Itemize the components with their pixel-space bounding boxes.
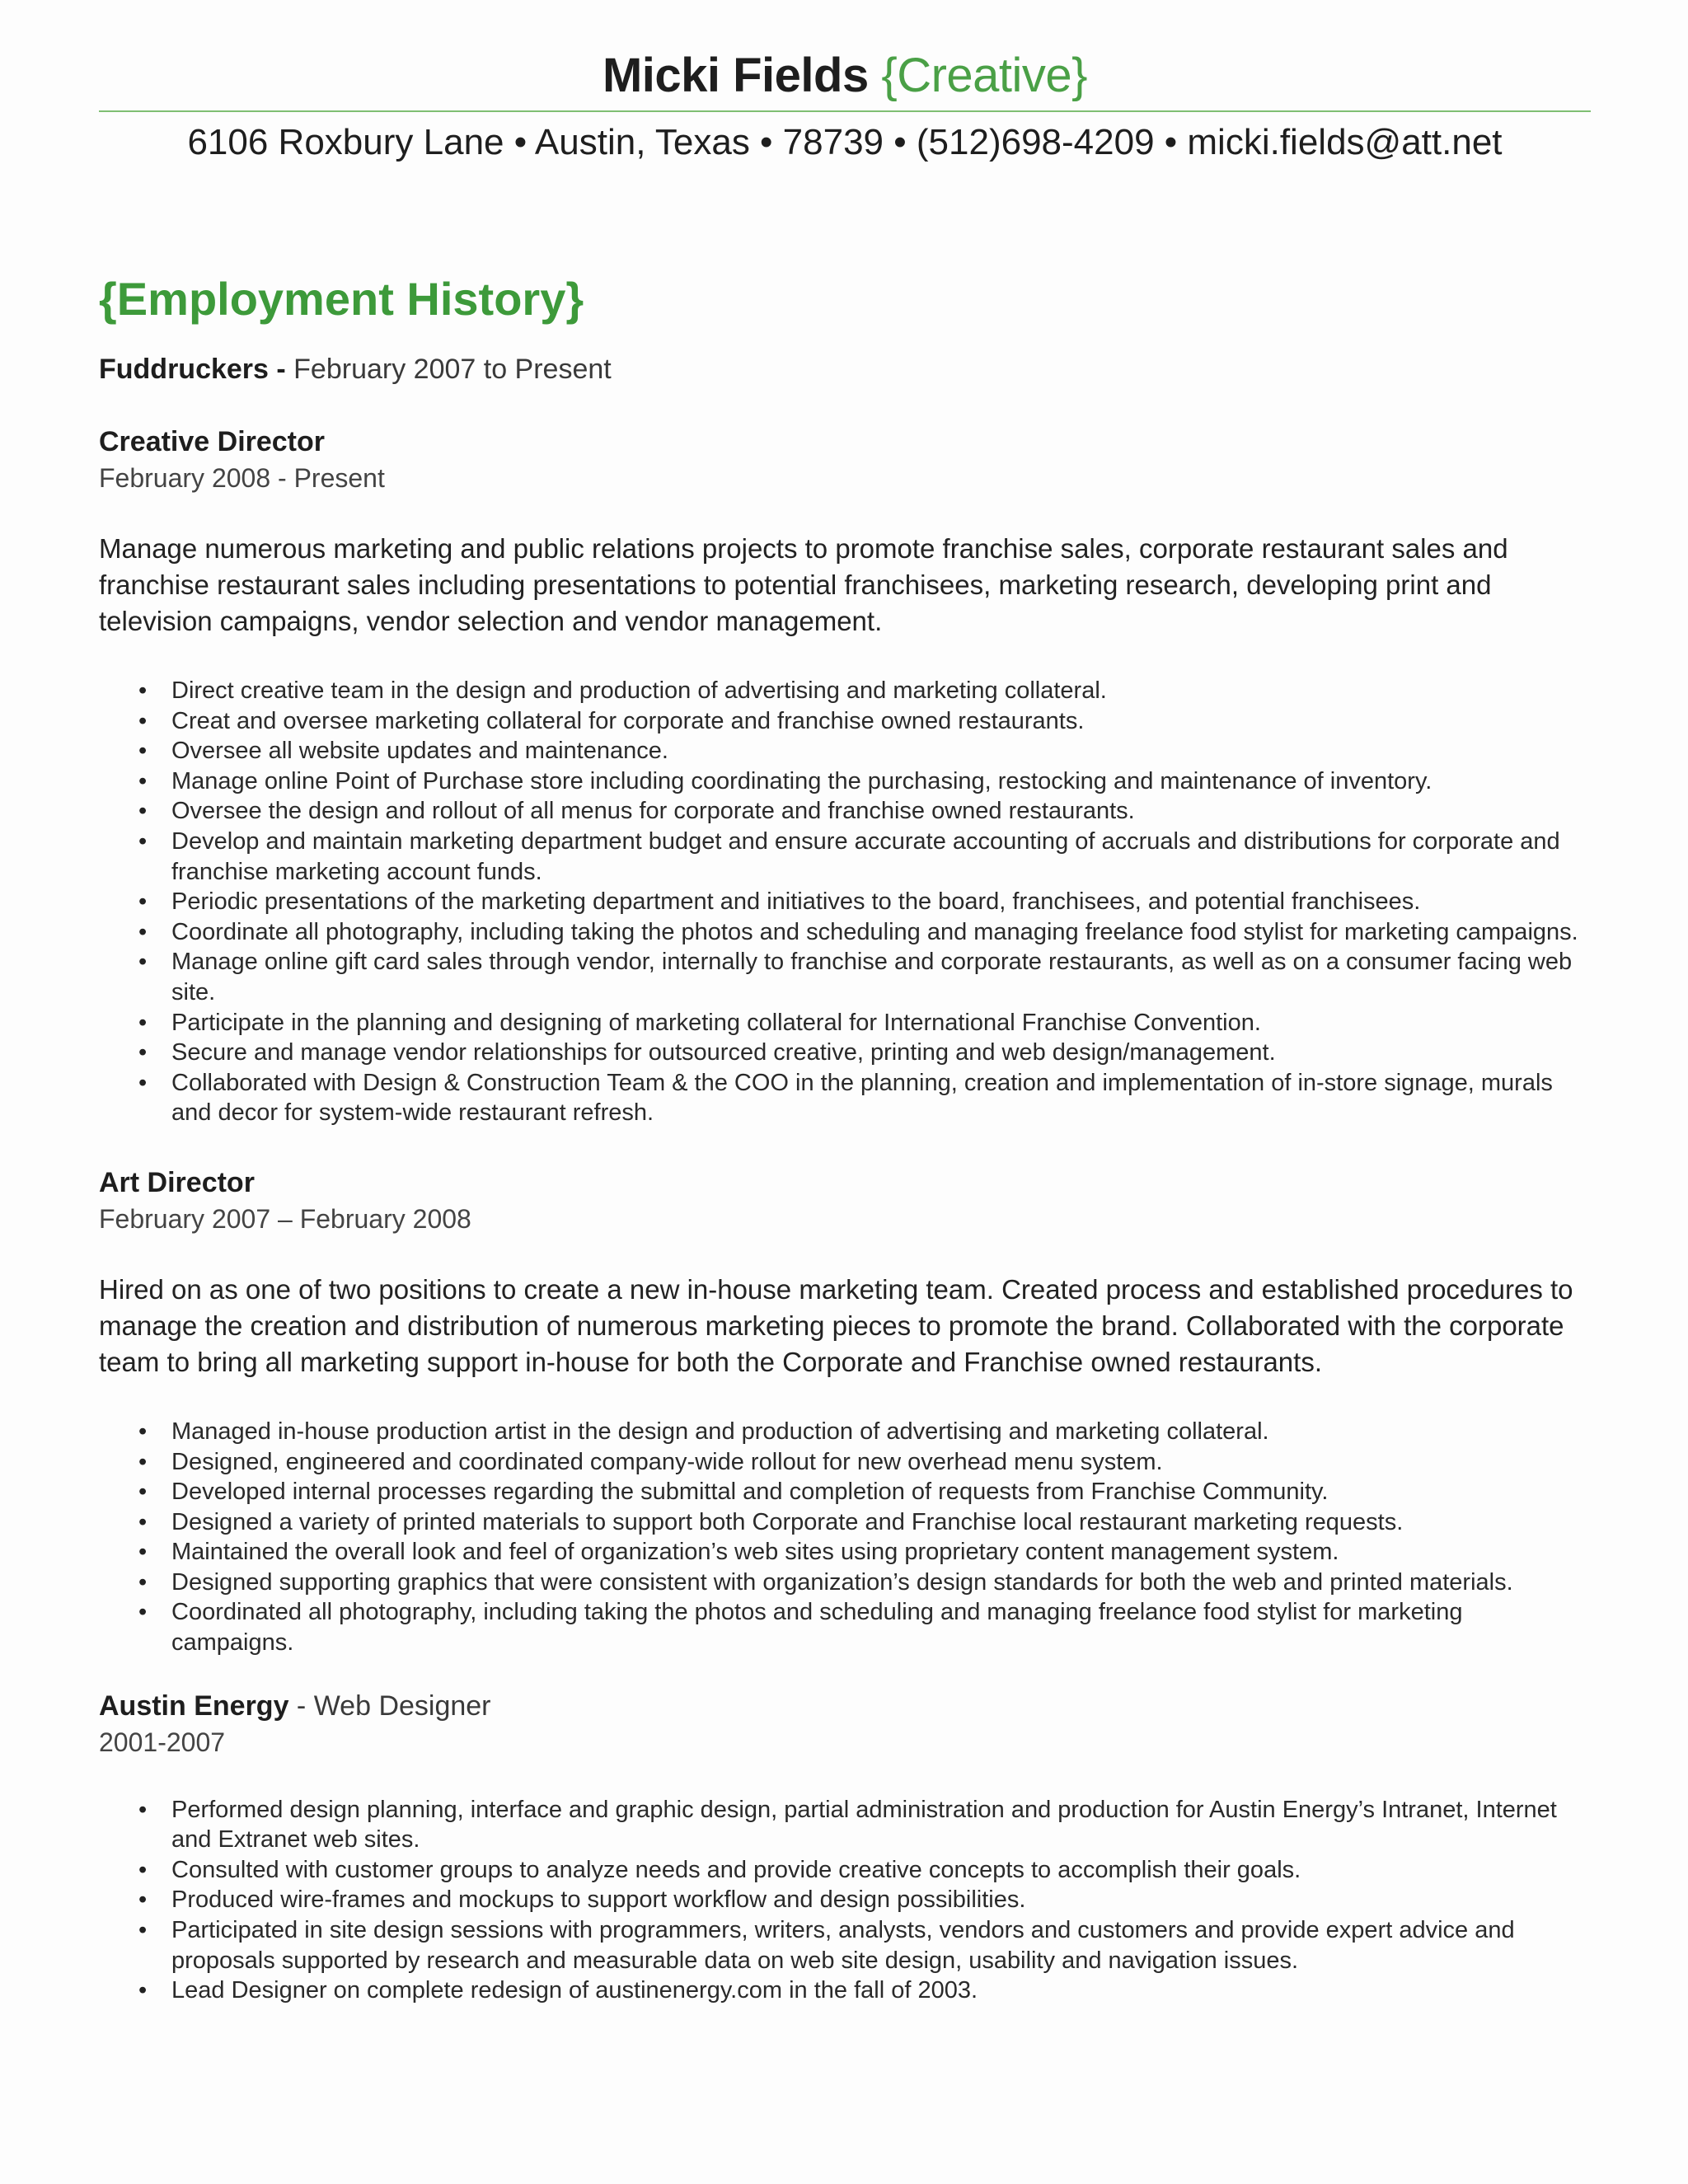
role-title: Creative Director	[99, 426, 326, 457]
list-item: • Creat and oversee marketing collateral for corporate and franchise owned restaurants.	[171, 706, 1582, 737]
section-title: {Employment History}	[99, 273, 584, 325]
list-item: • Designed a variety of printed materials to support both Corporate and Franchise local restaurant marketing requests.	[171, 1507, 1582, 1538]
list-item: • Oversee the design and rollout of all menus for corporate and franchise owned restaurants.	[171, 796, 1582, 827]
role-title: Art Director	[99, 1166, 255, 1198]
list-item: • Coordinated all photography, including taking the photos and scheduling and managing freelance food stylist for marketing campaigns.	[171, 1597, 1582, 1657]
list-item: • Collaborated with Design & Construction Team & the COO in the planning, creation and implementation of in-store signage, murals and decor for system-wide restaurant refresh.	[171, 1068, 1582, 1128]
bullet-list	[99, 1417, 1582, 1658]
role-creative-director	[99, 424, 1582, 1128]
role-art-director	[99, 1165, 1582, 1658]
role-summary: Manage numerous marketing and public relations projects to promote franchise sales, corporate restaurant sales and franchise restaurant sales including presentations to potential franchisees, marketing research, developing print and television campaigns, vendor selection and vendor management.	[99, 533, 1508, 636]
candidate-tag: {Creative}	[881, 49, 1088, 102]
bullet-list	[99, 676, 1582, 1128]
list-item: • Lead Designer on complete redesign of austinenergy.com in the fall of 2003.	[171, 1975, 1582, 2006]
list-item: • Maintained the overall look and feel of organization’s web sites using proprietary content management system.	[171, 1537, 1582, 1568]
company-name: Fuddruckers -	[99, 354, 286, 385]
list-item: • Participate in the planning and designing of marketing collateral for International Franchise Convention.	[171, 1008, 1582, 1038]
list-item: • Developed internal processes regarding the submittal and completion of requests from Franchise Community.	[171, 1477, 1582, 1507]
company-name: Austin Energy	[99, 1690, 289, 1722]
list-item: • Secure and manage vendor relationships for outsourced creative, printing and web design/management.	[171, 1038, 1582, 1068]
company-line-austin-energy	[99, 1688, 1582, 1724]
list-item: • Participated in site design sessions with programmers, writers, analysts, vendors and customers and provide expert advice and proposals supported by research and measurable data on web site design, usability and navigation issues.	[171, 1915, 1582, 1975]
list-item: • Coordinate all photography, including taking the photos and scheduling and managing freelance food stylist for marketing campaigns.	[171, 917, 1582, 948]
company-role: - Web Designer	[288, 1690, 491, 1722]
list-item: • Direct creative team in the design and production of advertising and marketing collateral.	[171, 676, 1582, 706]
list-item: • Manage online Point of Purchase store including coordinating the purchasing, restocking and maintenance of inventory.	[171, 766, 1582, 797]
contact-line: 6106 Roxbury Lane • Austin, Texas • 78739 • (512)698-4209 • micki.fields@att.net	[187, 122, 1503, 162]
list-item: • Managed in-house production artist in the design and production of advertising and marketing collateral.	[171, 1417, 1582, 1447]
role-dates: February 2007 – February 2008	[99, 1203, 471, 1234]
role-summary: Hired on as one of two positions to create a new in-house marketing team. Created process and established procedures to manage the creation and distribution of numerous marketing pieces to promote the brand. Collaborated with the corporate team to bring all marketing support in-house for both the Corporate and Franchise owned restaurants.	[99, 1273, 1573, 1377]
list-item: • Consulted with customer groups to analyze needs and provide creative concepts to accomplish their goals.	[171, 1855, 1582, 1886]
bullet-list	[99, 1795, 1582, 2006]
list-item: • Designed, engineered and coordinated company-wide rollout for new overhead menu system.	[171, 1447, 1582, 1478]
company-dates: February 2007 to Present	[285, 354, 612, 385]
employment-section	[99, 262, 1582, 2006]
job-austin-energy	[99, 1688, 1582, 2006]
candidate-name: Micki Fields	[602, 49, 869, 102]
role-dates: February 2008 - Present	[99, 463, 385, 493]
list-item: • Oversee all website updates and maintenance.	[171, 736, 1582, 766]
list-item: • Manage online gift card sales through vendor, internally to franchise and corporate restaurants, as well as on a consumer facing web site.	[171, 947, 1582, 1007]
resume-header	[99, 41, 1591, 170]
list-item: • Periodic presentations of the marketing department and initiatives to the board, franchisees, and potential franchisees.	[171, 887, 1582, 917]
company-line-fuddruckers	[99, 351, 1582, 387]
list-item: • Produced wire-frames and mockups to support workflow and design possibilities.	[171, 1885, 1582, 1915]
list-item: • Performed design planning, interface and graphic design, partial administration and production for Austin Energy’s Intranet, Internet and Extranet web sites.	[171, 1795, 1582, 1855]
list-item: • Designed supporting graphics that were consistent with organization’s design standards for both the web and printed materials.	[171, 1568, 1582, 1598]
role-dates: 2001-2007	[99, 1727, 226, 1757]
name-line	[99, 41, 1591, 110]
header-rule	[99, 110, 1591, 112]
list-item: • Develop and maintain marketing department budget and ensure accurate accounting of accruals and distributions for corporate and franchise marketing account funds.	[171, 827, 1582, 887]
